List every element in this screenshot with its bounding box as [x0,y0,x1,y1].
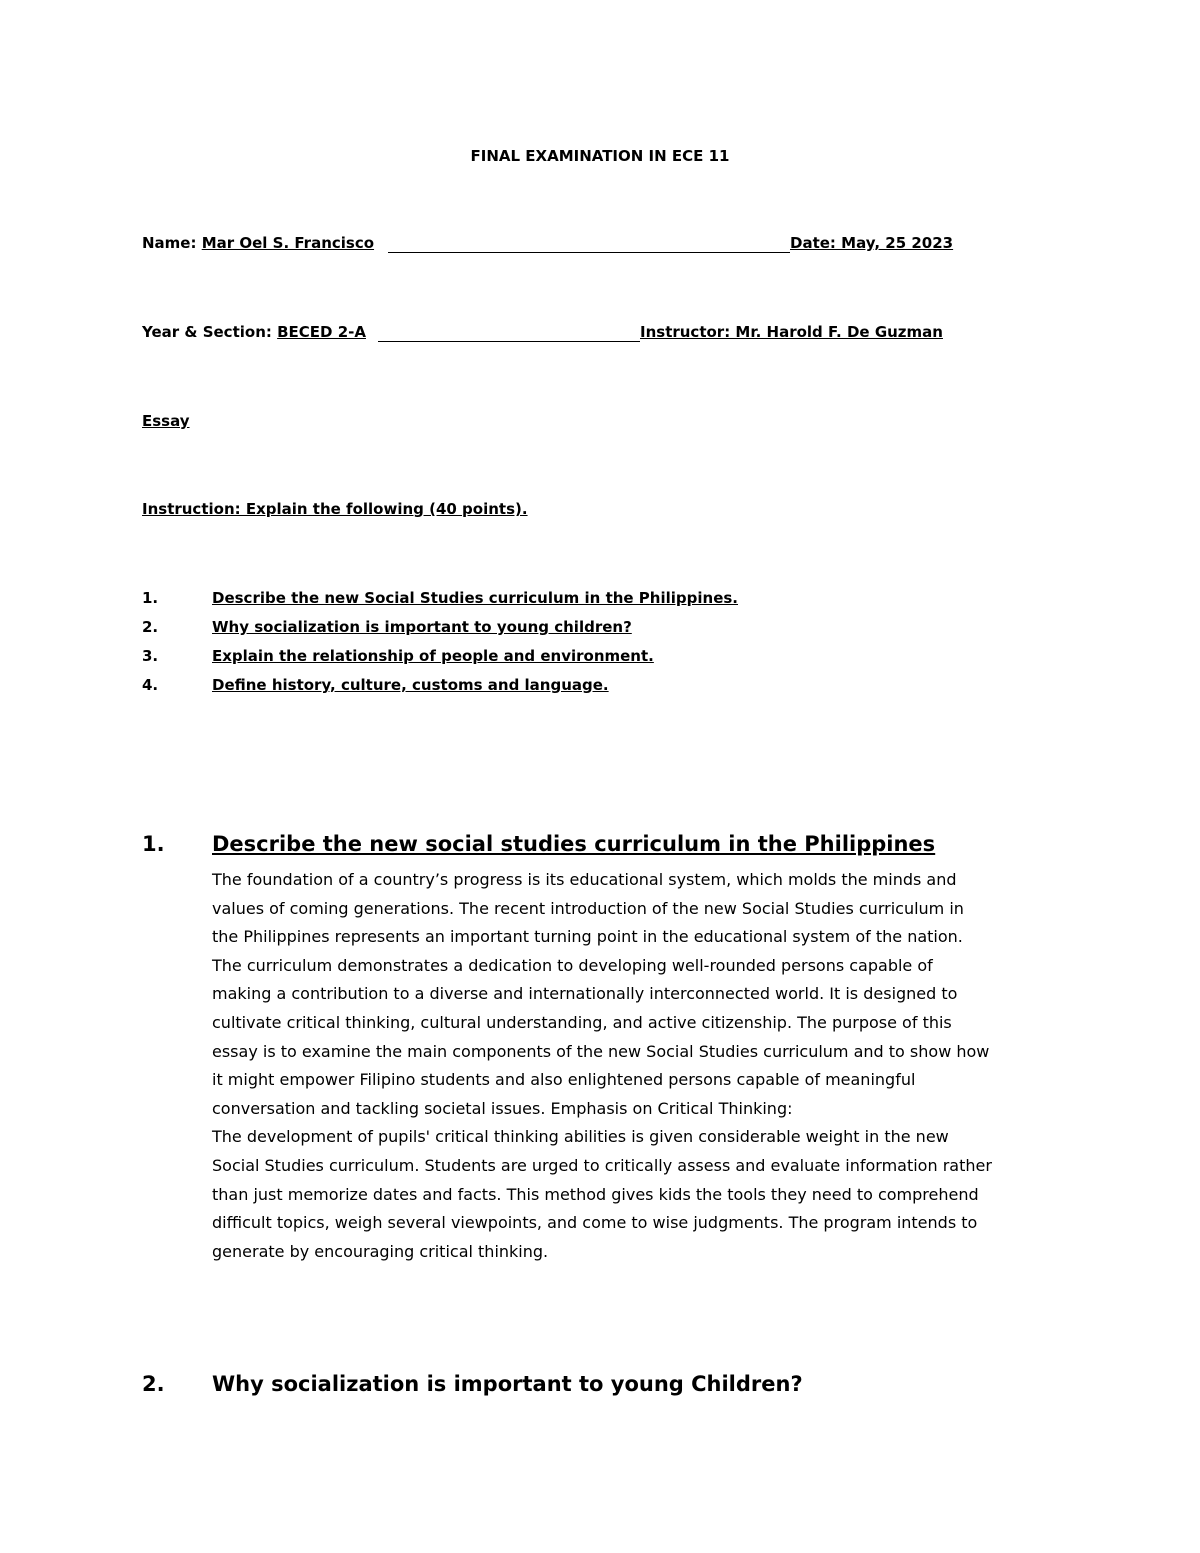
name-label: Name: [142,234,197,252]
essay-line: The development of pupils' critical thinking abilities is given considerable weight in the new [212,1127,949,1147]
essay-label: Essay [142,412,190,430]
essay-line: The curriculum demonstrates a dedication to developing well-rounded persons capable of [212,955,933,975]
essay-line: making a contribution to a diverse and internationally interconnected world. It is designed to [212,984,958,1004]
name-underline [388,252,790,253]
date-field: Date: May, 25 2023 [790,234,954,252]
section-value: BECED 2-A [277,323,366,341]
answer1-heading-text: Describe the new social studies curriculum in the Philippines [212,832,936,856]
essay-line: Social Studies curriculum. Students are urged to critically assess and evaluate information rather [212,1155,992,1175]
question-item: 2. Why socialization is important to young children? [142,618,632,636]
essay-line: than just memorize dates and facts. This method gives kids the tools they need to comprehend [212,1184,979,1204]
question-item: 4. Define history, culture, customs and language. [142,676,609,694]
question-text: Define history, culture, customs and language. [212,676,609,694]
section-label: Year & Section: [142,323,272,341]
question-text: Why socialization is important to young children? [212,618,632,636]
answer1-body [212,866,1072,1266]
question-text: Explain the relationship of people and environment. [212,647,654,665]
essay-line: the Philippines represents an important turning point in the educational system of the nation. [212,927,963,947]
section-row [142,323,366,341]
exam-title: FINAL EXAMINATION IN ECE 11 [470,147,730,165]
answer2-heading: 2. Why socialization is important to young Children? [142,1372,803,1396]
name-row [142,234,374,252]
answer2-heading-text: Why socialization is important to young Children? [212,1372,803,1396]
essay-line: conversation and tackling societal issues. Emphasis on Critical Thinking: [212,1098,793,1118]
question-list [142,584,738,700]
question-item: 3. Explain the relationship of people and environment. [142,647,654,665]
name-value: Mar Oel S. Francisco [201,234,375,252]
essay-line: values of coming generations. The recent introduction of the new Social Studies curriculum in [212,898,964,918]
question-text: Describe the new Social Studies curriculum in the Philippines. [212,589,739,607]
answer1-heading: 1. Describe the new social studies curriculum in the Philippines [142,832,936,856]
essay-line: The foundation of a country’s progress is its educational system, which molds the minds and [212,870,957,889]
essay-line: difficult topics, weigh several viewpoints, and come to wise judgments. The program intends to [212,1213,978,1233]
instructor-field: Instructor: Mr. Harold F. De Guzman [640,323,943,341]
question-item: 1. Describe the new Social Studies curriculum in the Philippines. [142,589,739,607]
essay-line: essay is to examine the main components of the new Social Studies curriculum and to show how [212,1041,990,1061]
section-underline [378,341,640,342]
essay-line: it might empower Filipino students and also enlightened persons capable of meaningful [212,1070,916,1090]
essay-line: generate by encouraging critical thinking. [212,1241,549,1261]
instruction-text: Instruction: Explain the following (40 points). [142,500,528,518]
essay-line: cultivate critical thinking, cultural understanding, and active citizenship. The purpose of this [212,1012,952,1032]
